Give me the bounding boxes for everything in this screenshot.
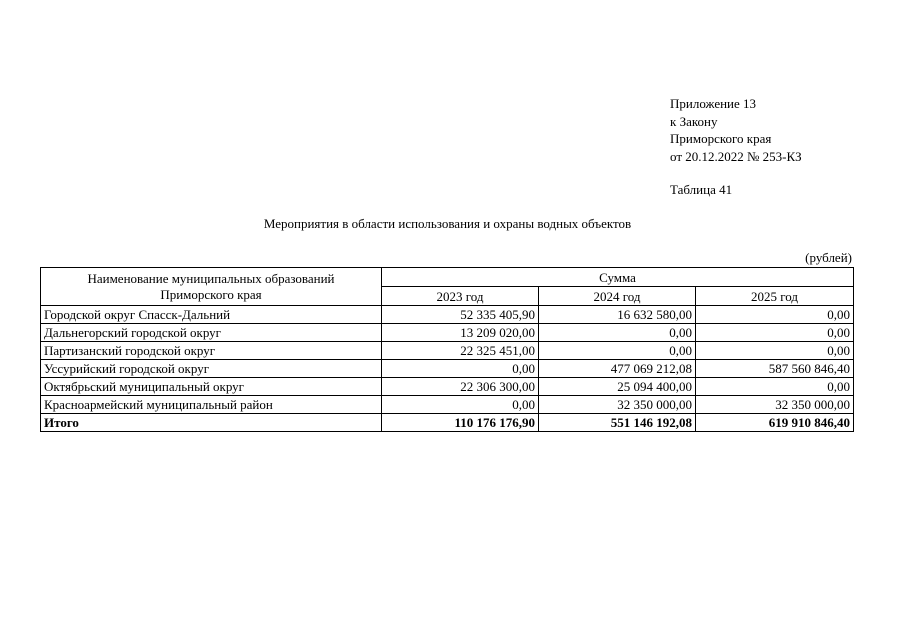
table-row [41,396,854,414]
year-header: 2025 год [696,287,854,306]
table-row [41,306,854,324]
name-column-header [41,268,382,306]
total-label: Итого [41,414,382,432]
amount-cell: 0,00 [382,360,539,378]
budget-table [40,267,854,432]
name-header-line: Приморского края [160,287,262,302]
appendix-line: от 20.12.2022 № 253-КЗ [670,148,802,164]
amount-cell: 587 560 846,40 [696,360,854,378]
amount-cell: 0,00 [696,324,854,342]
name-header-line: Наименование муниципальных образований [87,271,335,286]
units-label: (рублей) [805,250,852,265]
appendix-line: Приморского края [670,131,772,146]
table-row [41,360,854,378]
amount-cell: 0,00 [696,306,854,324]
amount-cell: 25 094 400,00 [539,378,696,396]
municipality-name: Уссурийский городской округ [41,360,382,378]
appendix-line: к Закону [670,113,718,129]
municipality-name: Городской округ Спасск-Дальний [41,306,382,324]
amount-cell: 0,00 [382,396,539,414]
total-row [41,414,854,432]
table-row [41,378,854,396]
document-title: Мероприятия в области использования и охраны водных объектов [263,216,632,231]
amount-cell: 0,00 [539,324,696,342]
amount-cell: 16 632 580,00 [539,306,696,324]
amount-cell: 22 306 300,00 [382,378,539,396]
year-header: 2024 год [539,287,696,306]
total-amount-cell: 110 176 176,90 [382,414,539,432]
appendix-line: Приложение 13 [670,96,757,111]
sum-column-header: Сумма [382,268,854,287]
amount-cell: 0,00 [696,378,854,396]
year-header: 2023 год [382,287,539,306]
amount-cell: 13 209 020,00 [382,324,539,342]
table-row [41,342,854,360]
total-amount-cell: 551 146 192,08 [539,414,696,432]
amount-cell: 52 335 405,90 [382,306,539,324]
amount-cell: 0,00 [696,342,854,360]
municipality-name: Красноармейский муниципальный район [41,396,382,414]
amount-cell: 22 325 451,00 [382,342,539,360]
amount-cell: 32 350 000,00 [696,396,854,414]
table-number: Таблица 41 [670,182,733,197]
amount-cell: 32 350 000,00 [539,396,696,414]
municipality-name: Партизанский городской округ [41,342,382,360]
appendix-block [670,95,802,165]
total-amount-cell: 619 910 846,40 [696,414,854,432]
amount-cell: 477 069 212,08 [539,360,696,378]
municipality-name: Октябрьский муниципальный округ [41,378,382,396]
table-header-row [41,268,854,287]
amount-cell: 0,00 [539,342,696,360]
municipality-name: Дальнегорский городской округ [41,324,382,342]
table-row [41,324,854,342]
